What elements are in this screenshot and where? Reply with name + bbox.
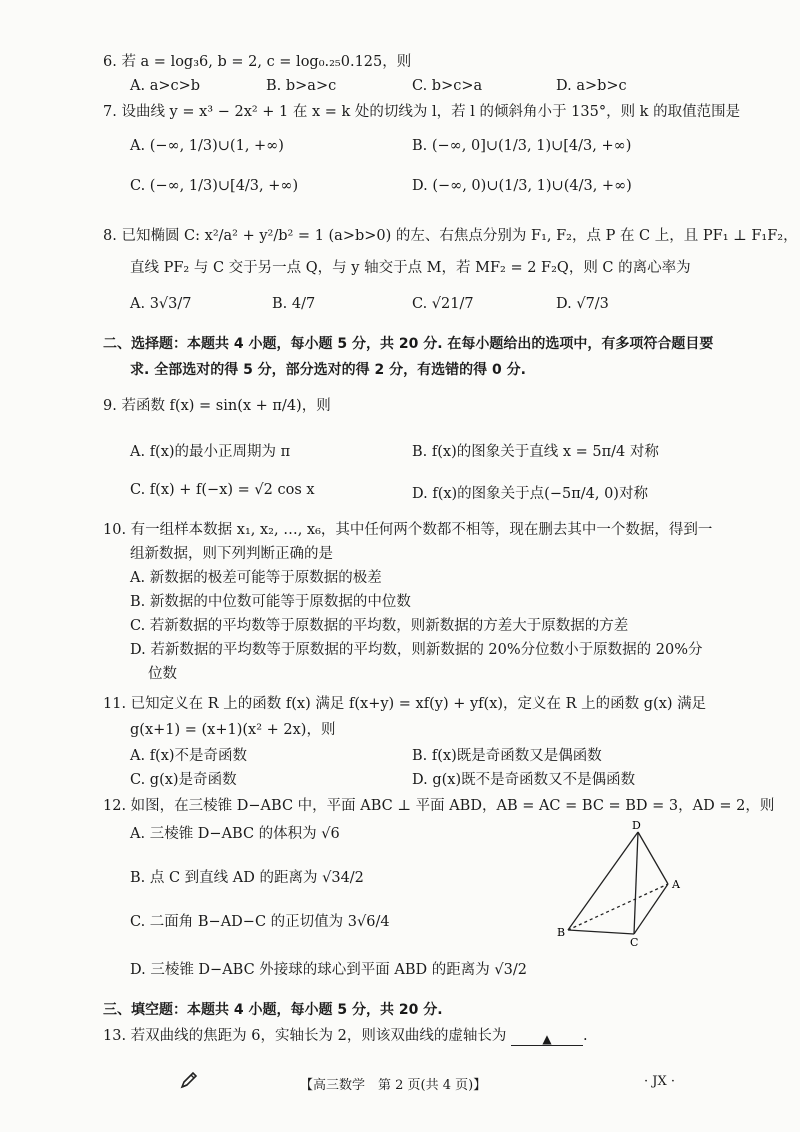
vertex-label-b: B: [557, 926, 566, 939]
footer-code: · JX ·: [644, 1074, 675, 1089]
q11-option-b: B. f(x)既是奇函数又是偶函数: [412, 748, 602, 764]
q9-option-d: D. f(x)的图象关于点(−5π/4, 0)对称: [412, 486, 648, 502]
q9-option-c: C. f(x) + f(−x) = √2 cos x: [130, 482, 315, 498]
edge-dc: [634, 832, 638, 934]
q13-answer-blank: [511, 1029, 583, 1046]
q13-line: [103, 1026, 690, 1046]
section2-heading-line1: 二、选择题：本题共 4 小题，每小题 5 分，共 20 分. 在每小题给出的选项中，有多项符合题目要: [103, 336, 714, 352]
q8-option-b: B. 4/7: [272, 296, 316, 312]
q13-stem: 13. 若双曲线的焦距为 6，实轴长为 2，则该双曲线的虚轴长为: [103, 1028, 507, 1044]
q10-stem-line1: 10. 有一组样本数据 x₁, x₂, …, x₆，其中任何两个数都不相等，现在删去其中一个数据，得到一: [103, 522, 713, 538]
q11-stem-line2: g(x+1) = (x+1)(x² + 2x)，则: [130, 722, 336, 738]
q8-stem-line2: 直线 PF₂ 与 C 交于另一点 Q，与 y 轴交于点 M，若 MF₂ = 2 F₂Q，则 C 的离心率为: [130, 260, 691, 276]
q7-stem: 7. 设曲线 y = x³ − 2x² + 1 在 x = k 处的切线为 l，若 l 的倾斜角小于 135°，则 k 的取值范围是: [103, 104, 741, 120]
q8-option-c: C. √21/7: [412, 296, 474, 312]
q9-option-a: A. f(x)的最小正周期为 π: [130, 444, 291, 460]
q6-option-b: B. b>a>c: [266, 78, 337, 94]
q12-stem: 12. 如图，在三棱锥 D−ABC 中，平面 ABC ⊥ 平面 ABD，AB = AC = BC = BD = 3，AD = 2，则: [103, 798, 775, 814]
vertex-label-c: C: [630, 936, 639, 948]
q11-option-d: D. g(x)既不是奇函数又不是偶函数: [412, 772, 636, 788]
q10-option-d-continuation: 位数: [148, 666, 177, 682]
pencil-icon: [178, 1069, 200, 1091]
triangle-icon: ▲: [542, 1032, 552, 1046]
q9-option-b: B. f(x)的图象关于直线 x = 5π/4 对称: [412, 444, 659, 460]
section2-heading-line2: 求. 全部选对的得 5 分，部分选对的得 2 分，有选错的得 0 分.: [130, 362, 526, 378]
q11-stem-line1: 11. 已知定义在 R 上的函数 f(x) 满足 f(x+y) = xf(y) + yf(x)，定义在 R 上的函数 g(x) 满足: [103, 696, 707, 712]
q6-option-c: C. b>c>a: [412, 78, 483, 94]
q6-option-a: A. a>c>b: [130, 78, 201, 94]
q11-option-c: C. g(x)是奇函数: [130, 772, 237, 788]
q12-option-b: B. 点 C 到直线 AD 的距离为 √34/2: [130, 870, 364, 886]
q8-option-d: D. √7/3: [556, 296, 609, 312]
q12-option-d: D. 三棱锥 D−ABC 外接球的球心到平面 ABD 的距离为 √3/2: [130, 962, 527, 978]
q13-period: .: [582, 1028, 588, 1044]
q7-option-d: D. (−∞, 0)∪(1/3, 1)∪(4/3, +∞): [412, 178, 632, 194]
q10-option-b: B. 新数据的中位数可能等于原数据的中位数: [130, 594, 411, 610]
q7-option-a: A. (−∞, 1/3)∪(1, +∞): [130, 138, 284, 154]
q11-option-a: A. f(x)不是奇函数: [130, 748, 248, 764]
tetrahedron-figure: [556, 818, 696, 948]
footer-page-info: 【高三数学 第 2 页(共 4 页)】: [300, 1078, 487, 1093]
vertex-label-a: A: [672, 878, 680, 891]
q12-option-c: C. 二面角 B−AD−C 的正切值为 3√6/4: [130, 914, 390, 930]
q8-option-a: A. 3√3/7: [130, 296, 192, 312]
edge-bc: [568, 930, 634, 934]
q10-option-c: C. 若新数据的平均数等于原数据的平均数，则新数据的方差大于原数据的方差: [130, 618, 629, 634]
edge-da: [638, 832, 668, 884]
q7-option-c: C. (−∞, 1/3)∪[4/3, +∞): [130, 178, 299, 194]
q12-option-a: A. 三棱锥 D−ABC 的体积为 √6: [130, 826, 340, 842]
q6-stem: 6. 若 a = log₃6, b = 2, c = log₀.₂₅0.125，则: [103, 54, 412, 70]
q6-option-d: D. a>b>c: [556, 78, 627, 94]
q7-option-b: B. (−∞, 0]∪(1/3, 1)∪[4/3, +∞): [412, 138, 632, 154]
q8-stem-line1: 8. 已知椭圆 C: x²/a² + y²/b² = 1 (a>b>0) 的左、右焦点分别为 F₁, F₂，点 P 在 C 上，且 PF₁ ⊥ F₁F₂，: [103, 228, 798, 244]
vertex-label-d: D: [632, 819, 641, 832]
q10-option-d: D. 若新数据的平均数等于原数据的平均数，则新数据的 20%分位数小于原数据的 20%分: [130, 642, 703, 658]
section3-heading: 三、填空题：本题共 4 小题，每小题 5 分，共 20 分.: [103, 1002, 443, 1018]
edge-db: [568, 832, 638, 930]
q10-option-a: A. 新数据的极差可能等于原数据的极差: [130, 570, 382, 586]
q10-stem-line2: 组新数据，则下列判断正确的是: [130, 546, 333, 562]
q9-stem: 9. 若函数 f(x) = sin(x + π/4)，则: [103, 398, 331, 414]
